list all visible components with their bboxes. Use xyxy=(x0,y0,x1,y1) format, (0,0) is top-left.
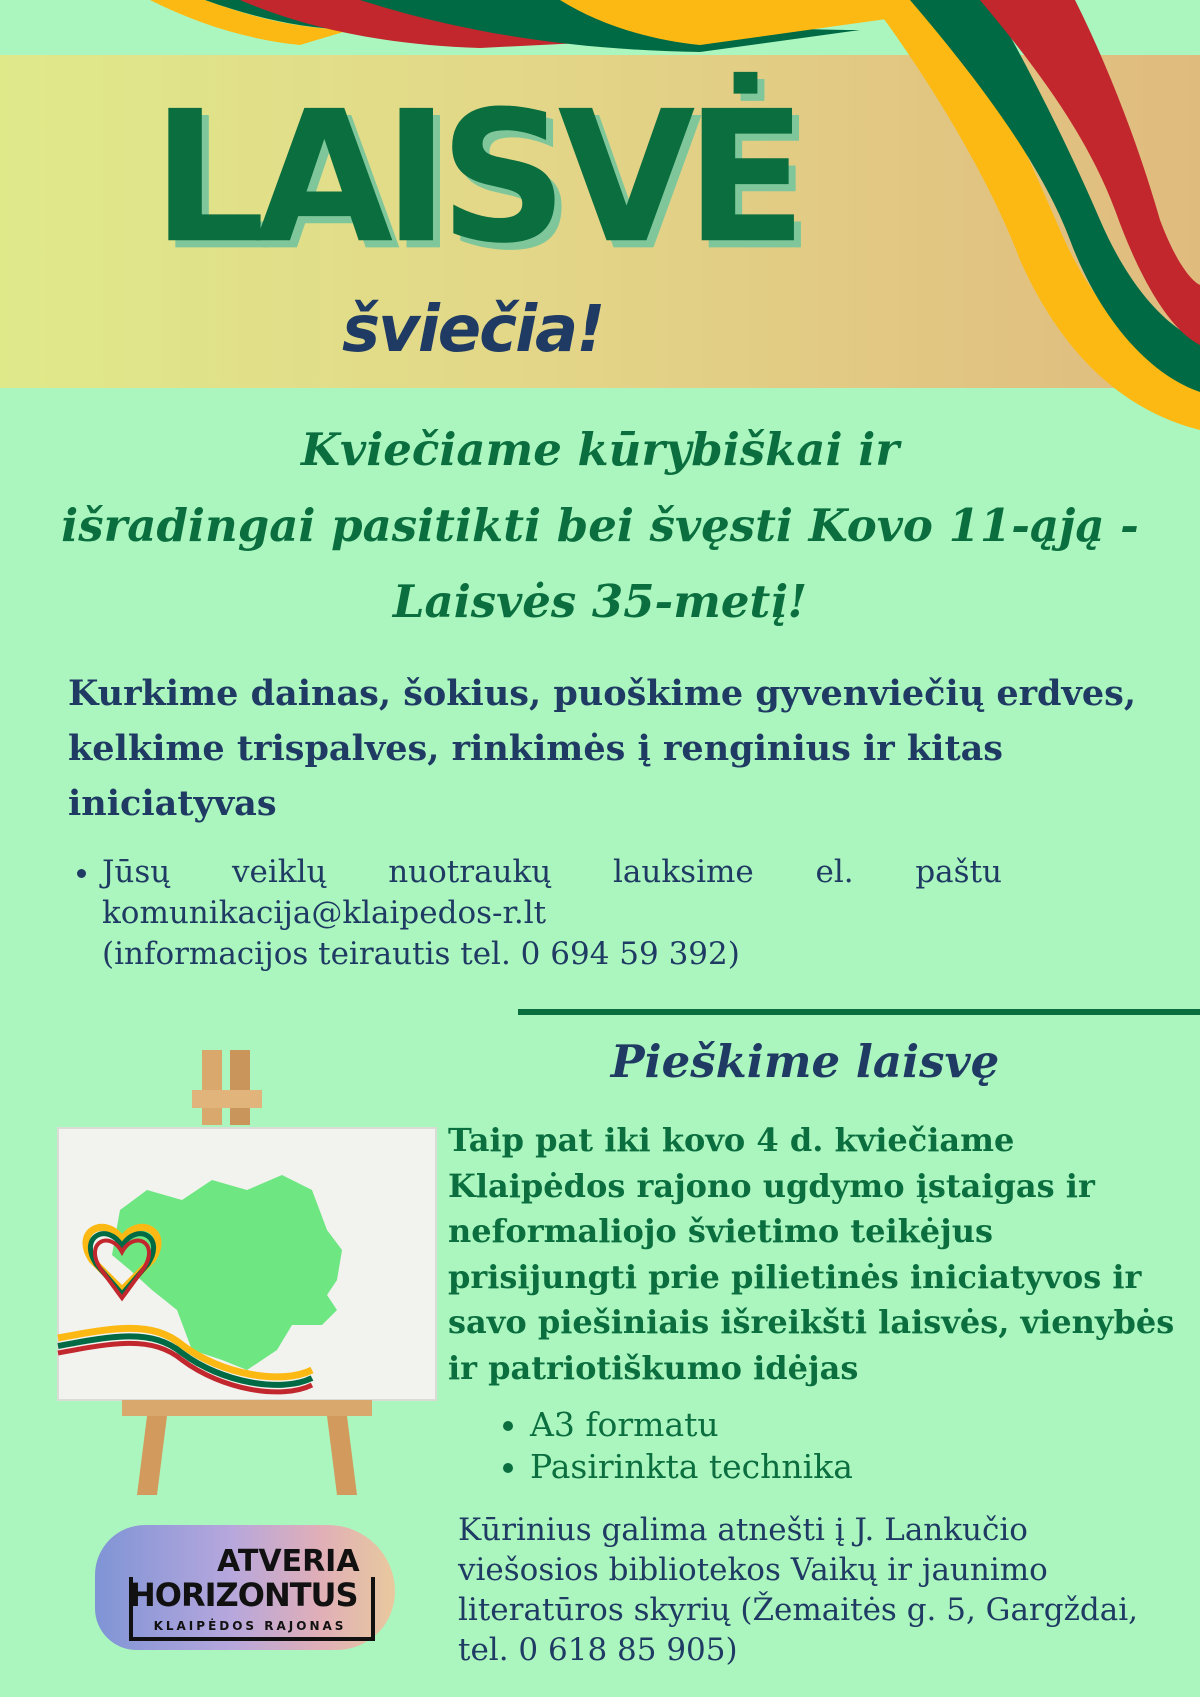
invitation-line: išradingai pasitikti bei švęsti Kovo 11-ąją - xyxy=(61,499,1139,552)
create-activities-text: Kurkime dainas, šokius, puoškime gyvenviečių erdves, kelkime trispalves, rinkimės į renginius ir kitas iniciatyvas xyxy=(68,673,1137,824)
atveria-horizontus-logo xyxy=(95,1515,405,1655)
phone-info: (informacijos teirautis tel. 0 694 59 392) xyxy=(102,936,740,972)
photos-info-list xyxy=(62,852,1002,975)
photos-info-item xyxy=(102,852,1002,975)
delivery-info-text: Kūrinius galima atnešti į J. Lankučio viešosios bibliotekos Vaikų ir jaunimo literatūros skyrių (Žemaitės g. 5, Gargždai, tel. 0 618 85 905) xyxy=(458,1512,1139,1668)
requirements-list xyxy=(490,1404,853,1488)
section-divider xyxy=(518,1009,1200,1015)
logo-line-2: HORIZONTUS xyxy=(129,1576,358,1614)
page-subtitle: šviečia! xyxy=(342,293,604,367)
photos-line: • Jūsų veiklų nuotraukų lauksime el. paštu xyxy=(102,854,1002,890)
drawing-invitation-text: Taip pat iki kovo 4 d. kviečiame Klaipėdos rajono ugdymo įstaigas ir neformaliojo švietimo teikėjus prisijungti prie pilietinės iniciatyvos ir savo piešiniais išreikšti laisvės, vienybės ir patriotiškumo idėjas xyxy=(448,1121,1175,1387)
invitation-line: Kviečiame kūrybiškai ir xyxy=(300,423,900,476)
email-address: komunikacija@klaipedos-r.lt xyxy=(102,895,547,931)
invitation-heading xyxy=(30,412,1170,640)
logo-line-3: KLAIPĖDOS RAJONAS xyxy=(153,1619,347,1633)
easel-lithuania-map-illustration xyxy=(52,1050,442,1495)
invitation-line: Laisvės 35-metį! xyxy=(392,575,808,628)
page-title: LAISVĖ xyxy=(152,71,797,284)
requirement-item: • A3 formatu xyxy=(530,1404,853,1446)
logo-line-1: ATVERIA xyxy=(217,1544,360,1579)
drawing-section-heading: Pieškime laisvę xyxy=(610,1035,1000,1088)
requirement-item: • Pasirinkta technika xyxy=(530,1446,853,1488)
